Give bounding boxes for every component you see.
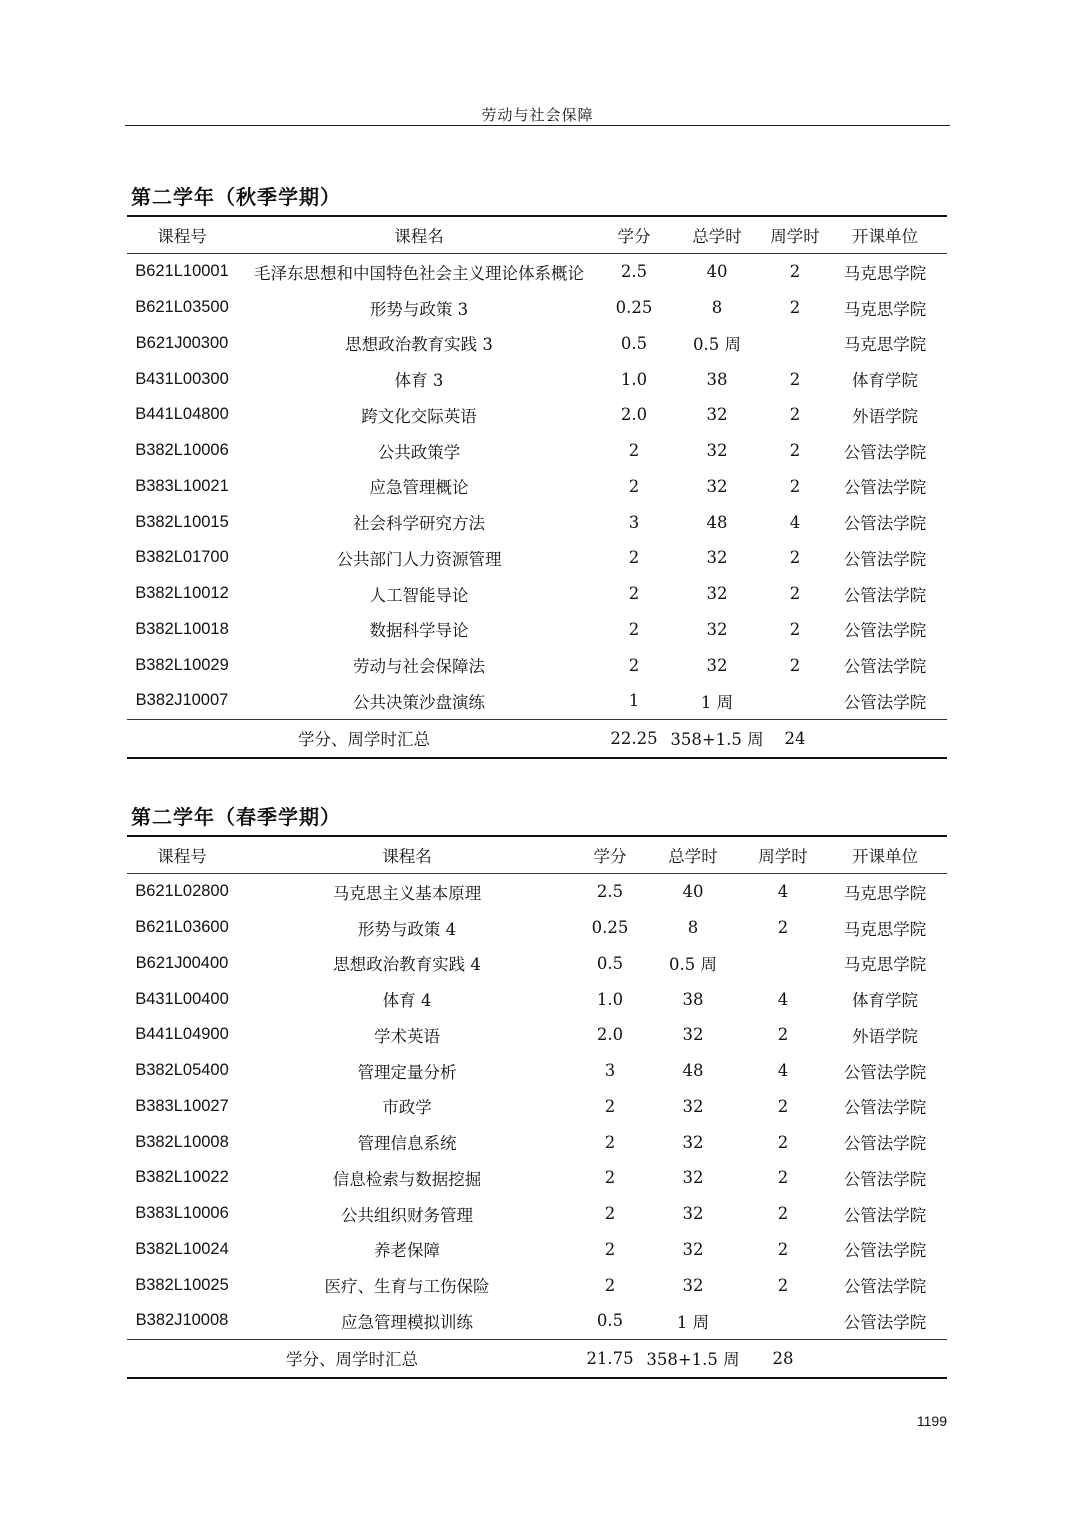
course-name: 毛泽东思想和中国特色社会主义理论体系概论 bbox=[254, 263, 584, 283]
table-row bbox=[127, 1196, 947, 1232]
course-total-hours: 32 bbox=[706, 548, 728, 568]
course-name: 应急管理模拟训练 bbox=[341, 1312, 473, 1332]
course-code: B621L03600 bbox=[135, 918, 229, 937]
summary-credit: 22.25 bbox=[610, 728, 658, 748]
course-total-hours: 1 周 bbox=[700, 692, 734, 712]
course-code: B382J10007 bbox=[135, 691, 229, 710]
course-code: B441L04900 bbox=[135, 1025, 229, 1044]
course-credit: 0.5 bbox=[596, 1311, 624, 1331]
course-weekly-hours: 2 bbox=[789, 548, 801, 568]
table-row bbox=[127, 540, 947, 576]
course-credit: 2.5 bbox=[596, 882, 624, 902]
course-credit: 1 bbox=[628, 691, 640, 711]
course-department: 公管法学院 bbox=[843, 514, 927, 534]
column-header-name: 课程名 bbox=[382, 847, 432, 866]
course-weekly-hours: 2 bbox=[777, 1168, 789, 1188]
course-department: 外语学院 bbox=[852, 406, 918, 426]
course-weekly-hours bbox=[767, 326, 823, 362]
course-department: 体育学院 bbox=[852, 991, 918, 1011]
course-total-hours: 48 bbox=[706, 512, 728, 532]
course-total-hours: 40 bbox=[682, 882, 704, 902]
course-credit: 0.25 bbox=[615, 298, 653, 318]
table-row bbox=[127, 1160, 947, 1196]
course-code: B431L00400 bbox=[135, 989, 229, 1008]
course-credit: 2 bbox=[628, 655, 640, 675]
course-credit: 2.5 bbox=[620, 262, 648, 282]
course-total-hours: 32 bbox=[682, 1275, 704, 1295]
course-weekly-hours: 2 bbox=[789, 405, 801, 425]
course-department: 马克思学院 bbox=[843, 299, 927, 319]
page-number: 1199 bbox=[916, 1413, 947, 1429]
table-row bbox=[127, 1089, 947, 1125]
column-header-credit: 学分 bbox=[617, 227, 651, 246]
course-total-hours: 32 bbox=[682, 1132, 704, 1152]
course-name: 人工智能导论 bbox=[369, 585, 469, 605]
course-credit: 3 bbox=[604, 1061, 616, 1081]
summary-hours: 358+1.5 周 bbox=[670, 730, 764, 750]
course-weekly-hours: 2 bbox=[777, 918, 789, 938]
table-row bbox=[127, 1267, 947, 1303]
course-department: 马克思学院 bbox=[843, 335, 927, 355]
course-credit: 2.0 bbox=[596, 1025, 624, 1045]
table-header-row bbox=[127, 836, 947, 874]
course-table-spring bbox=[127, 835, 947, 1379]
course-department: 公管法学院 bbox=[843, 1134, 927, 1154]
course-weekly-hours: 4 bbox=[777, 882, 789, 902]
column-header-name: 课程名 bbox=[394, 227, 444, 246]
course-code: B382L10006 bbox=[135, 441, 229, 460]
section-title-spring: 第二学年（春季学期） bbox=[131, 805, 341, 829]
course-code: B382L10022 bbox=[135, 1168, 229, 1187]
course-name: 思想政治教育实践 4 bbox=[333, 955, 481, 975]
course-total-hours: 0.5 周 bbox=[669, 955, 717, 975]
course-name: 市政学 bbox=[382, 1098, 432, 1118]
course-credit: 2 bbox=[628, 441, 640, 461]
table-header-row bbox=[127, 216, 947, 254]
section-title-autumn: 第二学年（秋季学期） bbox=[131, 185, 341, 209]
course-weekly-hours: 2 bbox=[777, 1239, 789, 1259]
course-department: 外语学院 bbox=[852, 1026, 918, 1046]
course-credit: 0.25 bbox=[591, 918, 629, 938]
course-name: 公共决策沙盘演练 bbox=[353, 692, 485, 712]
table-row bbox=[127, 1232, 947, 1268]
course-code: B621J00300 bbox=[135, 333, 229, 352]
course-name: 体育 4 bbox=[382, 991, 432, 1011]
course-code: B382L05400 bbox=[135, 1061, 229, 1080]
summary-weekly: 28 bbox=[772, 1348, 794, 1368]
course-credit: 0.5 bbox=[620, 333, 648, 353]
course-name: 马克思主义基本原理 bbox=[332, 883, 482, 903]
course-rows bbox=[127, 254, 947, 720]
course-total-hours: 32 bbox=[682, 1239, 704, 1259]
course-name: 形势与政策 4 bbox=[357, 919, 457, 939]
course-credit: 2 bbox=[604, 1096, 616, 1116]
course-code: B382L10025 bbox=[135, 1275, 229, 1294]
course-weekly-hours: 4 bbox=[777, 989, 789, 1009]
course-department: 马克思学院 bbox=[843, 919, 927, 939]
course-name: 数据科学导论 bbox=[369, 621, 469, 641]
column-header-hours: 总学时 bbox=[668, 847, 718, 866]
course-code: B382L10029 bbox=[135, 655, 229, 674]
course-code: B382L01700 bbox=[135, 548, 229, 567]
course-credit: 2.0 bbox=[620, 405, 648, 425]
course-total-hours: 32 bbox=[682, 1204, 704, 1224]
course-total-hours: 40 bbox=[706, 262, 728, 282]
column-header-dept: 开课单位 bbox=[852, 847, 918, 866]
summary-row bbox=[127, 719, 947, 758]
course-name: 体育 3 bbox=[394, 371, 444, 391]
course-credit: 2 bbox=[604, 1132, 616, 1152]
column-header-code: 课程号 bbox=[157, 227, 207, 246]
course-weekly-hours: 2 bbox=[789, 476, 801, 496]
course-weekly-hours bbox=[767, 683, 823, 719]
course-name: 医疗、生育与工伤保险 bbox=[324, 1277, 490, 1297]
course-weekly-hours bbox=[743, 1303, 823, 1339]
course-code: B383L10006 bbox=[135, 1204, 229, 1223]
course-department: 公管法学院 bbox=[843, 1098, 927, 1118]
course-code: B621L10001 bbox=[135, 262, 229, 281]
course-weekly-hours: 2 bbox=[777, 1204, 789, 1224]
table-row bbox=[127, 469, 947, 505]
table-row bbox=[127, 1053, 947, 1089]
course-department: 公管法学院 bbox=[843, 657, 927, 677]
course-total-hours: 32 bbox=[682, 1168, 704, 1188]
course-code: B382L10018 bbox=[135, 619, 229, 638]
course-name: 形势与政策 3 bbox=[369, 299, 469, 319]
course-code: B621J00400 bbox=[135, 953, 229, 972]
course-code: B431L00300 bbox=[135, 369, 229, 388]
course-department: 公管法学院 bbox=[843, 621, 927, 641]
course-total-hours: 48 bbox=[682, 1061, 704, 1081]
course-credit: 2 bbox=[628, 548, 640, 568]
course-credit: 2 bbox=[604, 1239, 616, 1259]
table-row bbox=[127, 290, 947, 326]
course-credit: 2 bbox=[604, 1275, 616, 1295]
course-name: 信息检索与数据挖掘 bbox=[332, 1169, 482, 1189]
table-row bbox=[127, 433, 947, 469]
course-total-hours: 8 bbox=[687, 918, 699, 938]
course-department: 公管法学院 bbox=[843, 692, 927, 712]
table-row bbox=[127, 612, 947, 648]
course-name: 公共政策学 bbox=[377, 442, 461, 462]
course-total-hours: 32 bbox=[706, 655, 728, 675]
course-weekly-hours: 2 bbox=[789, 262, 801, 282]
table-row bbox=[127, 1303, 947, 1339]
course-total-hours: 8 bbox=[711, 298, 723, 318]
course-weekly-hours: 2 bbox=[789, 441, 801, 461]
course-code: B441L04800 bbox=[135, 405, 229, 424]
course-code: B382L10024 bbox=[135, 1239, 229, 1258]
course-department: 公管法学院 bbox=[843, 585, 927, 605]
course-credit: 1.0 bbox=[620, 369, 648, 389]
course-department: 公管法学院 bbox=[843, 1169, 927, 1189]
column-header-dept: 开课单位 bbox=[852, 227, 918, 246]
course-weekly-hours bbox=[743, 946, 823, 982]
table-row bbox=[127, 361, 947, 397]
course-total-hours: 0.5 周 bbox=[693, 335, 741, 355]
course-name: 思想政治教育实践 3 bbox=[345, 335, 493, 355]
course-code: B382J10008 bbox=[135, 1311, 229, 1330]
course-code: B382L10015 bbox=[135, 512, 229, 531]
course-weekly-hours: 2 bbox=[789, 619, 801, 639]
course-department: 体育学院 bbox=[852, 371, 918, 391]
course-credit: 2 bbox=[628, 619, 640, 639]
column-header-hours: 总学时 bbox=[692, 227, 742, 246]
course-total-hours: 38 bbox=[682, 989, 704, 1009]
table-row bbox=[127, 504, 947, 540]
course-credit: 3 bbox=[628, 512, 640, 532]
course-weekly-hours: 2 bbox=[789, 655, 801, 675]
course-department: 公管法学院 bbox=[843, 1062, 927, 1082]
course-name: 社会科学研究方法 bbox=[353, 514, 485, 534]
course-department: 公管法学院 bbox=[843, 1312, 927, 1332]
course-weekly-hours: 4 bbox=[789, 512, 801, 532]
column-header-weekly: 周学时 bbox=[770, 227, 820, 246]
column-header-code: 课程号 bbox=[157, 847, 207, 866]
table-row bbox=[127, 254, 947, 290]
course-total-hours: 38 bbox=[706, 369, 728, 389]
course-credit: 2 bbox=[604, 1204, 616, 1224]
summary-empty bbox=[823, 1339, 947, 1378]
course-name: 养老保障 bbox=[374, 1241, 440, 1261]
course-credit: 2 bbox=[628, 476, 640, 496]
course-total-hours: 32 bbox=[706, 441, 728, 461]
course-name: 管理信息系统 bbox=[357, 1134, 457, 1154]
course-department: 公管法学院 bbox=[843, 1277, 927, 1297]
course-code: B382L10012 bbox=[135, 584, 229, 603]
table-row bbox=[127, 874, 947, 910]
summary-weekly: 24 bbox=[784, 728, 806, 748]
course-department: 公管法学院 bbox=[843, 442, 927, 462]
header-divider bbox=[125, 125, 950, 126]
course-department: 公管法学院 bbox=[843, 1241, 927, 1261]
table-row bbox=[127, 576, 947, 612]
course-weekly-hours: 2 bbox=[789, 369, 801, 389]
course-weekly-hours: 2 bbox=[777, 1096, 789, 1116]
column-header-credit: 学分 bbox=[593, 847, 627, 866]
course-name: 管理定量分析 bbox=[357, 1062, 457, 1082]
course-name: 劳动与社会保障法 bbox=[353, 657, 485, 677]
course-department: 公管法学院 bbox=[843, 1205, 927, 1225]
table-row bbox=[127, 1124, 947, 1160]
course-credit: 2 bbox=[604, 1168, 616, 1188]
course-weekly-hours: 4 bbox=[777, 1061, 789, 1081]
course-code: B621L03500 bbox=[135, 298, 229, 317]
course-name: 跨文化交际英语 bbox=[361, 406, 477, 426]
course-name: 应急管理概论 bbox=[369, 478, 469, 498]
summary-label: 学分、周学时汇总 bbox=[298, 730, 430, 750]
table-row bbox=[127, 397, 947, 433]
course-credit: 1.0 bbox=[596, 989, 624, 1009]
table-row bbox=[127, 910, 947, 946]
table-row bbox=[127, 647, 947, 683]
course-credit: 2 bbox=[628, 584, 640, 604]
course-weekly-hours: 2 bbox=[777, 1025, 789, 1045]
course-code: B621L02800 bbox=[135, 882, 229, 901]
course-rows bbox=[127, 874, 947, 1340]
course-name: 公共组织财务管理 bbox=[341, 1205, 473, 1225]
table-row bbox=[127, 683, 947, 719]
course-name: 公共部门人力资源管理 bbox=[336, 549, 502, 569]
course-total-hours: 32 bbox=[682, 1096, 704, 1116]
course-total-hours: 32 bbox=[706, 476, 728, 496]
summary-empty bbox=[823, 719, 947, 758]
summary-hours: 358+1.5 周 bbox=[646, 1350, 740, 1370]
table-row bbox=[127, 946, 947, 982]
course-department: 马克思学院 bbox=[843, 883, 927, 903]
course-total-hours: 32 bbox=[682, 1025, 704, 1045]
course-weekly-hours: 2 bbox=[789, 584, 801, 604]
course-department: 马克思学院 bbox=[843, 263, 927, 283]
course-total-hours: 32 bbox=[706, 619, 728, 639]
running-header: 劳动与社会保障 bbox=[481, 106, 594, 124]
table-row bbox=[127, 326, 947, 362]
course-department: 马克思学院 bbox=[843, 955, 927, 975]
course-department: 公管法学院 bbox=[843, 549, 927, 569]
summary-row bbox=[127, 1339, 947, 1378]
course-code: B383L10021 bbox=[135, 476, 229, 495]
course-credit: 0.5 bbox=[596, 953, 624, 973]
course-department: 公管法学院 bbox=[843, 478, 927, 498]
summary-credit: 21.75 bbox=[586, 1348, 634, 1368]
course-table-autumn bbox=[127, 215, 947, 759]
course-weekly-hours: 2 bbox=[777, 1132, 789, 1152]
column-header-weekly: 周学时 bbox=[758, 847, 808, 866]
course-total-hours: 32 bbox=[706, 584, 728, 604]
table-row bbox=[127, 1017, 947, 1053]
course-name: 学术英语 bbox=[374, 1026, 440, 1046]
summary-label: 学分、周学时汇总 bbox=[286, 1350, 418, 1370]
table-row bbox=[127, 981, 947, 1017]
course-weekly-hours: 2 bbox=[789, 298, 801, 318]
course-code: B383L10027 bbox=[135, 1096, 229, 1115]
course-total-hours: 32 bbox=[706, 405, 728, 425]
course-total-hours: 1 周 bbox=[676, 1312, 710, 1332]
course-code: B382L10008 bbox=[135, 1132, 229, 1151]
course-weekly-hours: 2 bbox=[777, 1275, 789, 1295]
